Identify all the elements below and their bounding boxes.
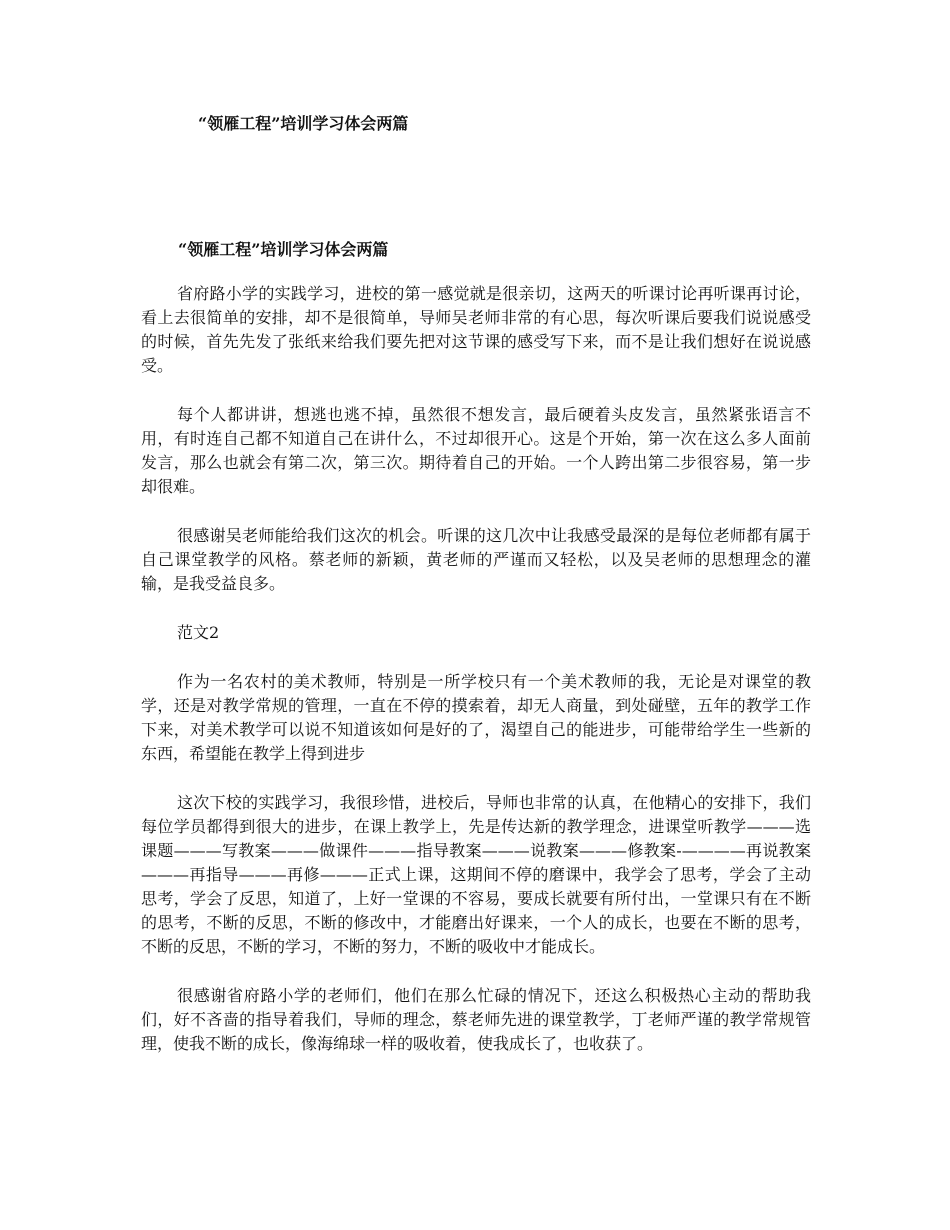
paragraph-4: 作为一名农村的美术教师，特别是一所学校只有一个美术教师的我，无论是对课堂的教学，还是对教学常规的管理，一直在不停的摸索着，却无人商量，到处碰壁，五年的教学工作下来，对美术教学可以说不知道该如何是好的了，渴望自己的能进步，可能带给学生一些新的东西，希望能在教学上得到进步 bbox=[141, 672, 811, 763]
document-subtitle: “领雁工程”培训学习体会两篇 bbox=[178, 240, 389, 259]
paragraph-3: 很感谢吴老师能给我们这次的机会。听课的这几次中让我感受最深的是每位老师都有属于自己课堂教学的风格。蔡老师的新颖，黄老师的严谨而又轻松，以及吴老师的思想理念的灌输，是我受益良多。 bbox=[141, 526, 811, 593]
paragraph-1: 省府路小学的实践学习，进校的第一感觉就是很亲切，这两天的听课讨论再听课再讨论，看上去很简单的安排，却不是很简单，导师吴老师非常的有心思，每次听课后要我们说说感受的时候，首先先发了张纸来给我们要先把对这节课的感受写下来，而不是让我们想好在说说感受。 bbox=[141, 284, 811, 375]
document-title: “领雁工程”培训学习体会两篇 bbox=[198, 114, 409, 133]
document-body bbox=[141, 282, 811, 1081]
paragraph-2: 每个人都讲讲，想逃也逃不掉，虽然很不想发言，最后硬着头皮发言，虽然紧张语言不用，有时连自己都不知道自己在讲什么，不过却很开心。这是个开始，第一次在这么多人面前发言，那么也就会有第二次，第三次。期待着自己的开始。一个人跨出第二步很容易，第一步却很难。 bbox=[141, 405, 811, 496]
paragraph-6: 很感谢省府路小学的老师们，他们在那么忙碌的情况下，还这么积极热心主动的帮助我们，好不吝啬的指导着我们，导师的理念，蔡老师先进的课堂教学，丁老师严谨的教学常规管理，使我不断的成长，像海绵球一样的吸收着，使我成长了，也收获了。 bbox=[141, 986, 811, 1053]
paragraph-5: 这次下校的实践学习，我很珍惜，进校后，导师也非常的认真，在他精心的安排下，我们每位学员都得到很大的进步，在课上教学上，先是传达新的教学理念，进课堂听教学———选课题———写教案———做课件———指导教案———说教案———修教案-————再说教案———再指导———再修———正式上课，这期间不停的磨课中，我学会了思考，学会了主动思考，学会了反思，知道了，上好一堂课的不容易，要成长就要有所付出，一堂课只有在不断的思考，不断的反思，不断的修改中，才能磨出好课来，一个人的成长，也要在不断的思考，不断的反思，不断的学习，不断的努力，不断的吸收中才能成长。 bbox=[141, 793, 811, 956]
section-heading-sample-2: 范文2 bbox=[177, 623, 220, 642]
